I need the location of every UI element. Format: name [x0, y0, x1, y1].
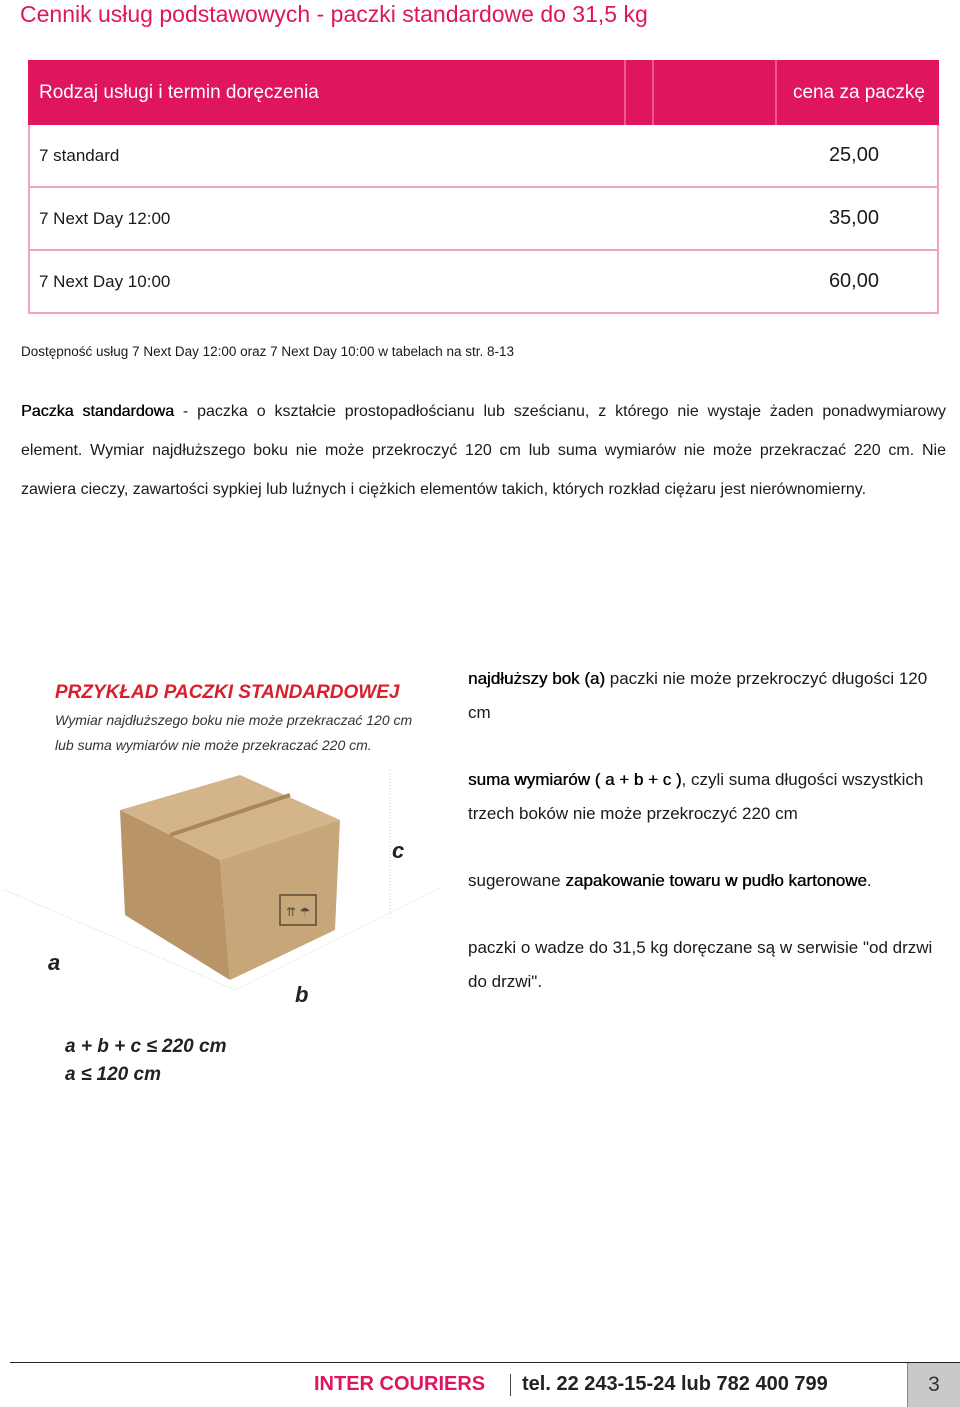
- box-diagram: [0, 660, 460, 1100]
- note-pre: sugerowane: [468, 871, 566, 890]
- page-footer: [0, 1363, 960, 1407]
- note-text: paczki o wadze do 31,5 kg doręczane są w serwisie "od drzwi do drzwi".: [468, 938, 933, 991]
- note-bold: najdłuższy bok (a): [468, 669, 606, 688]
- service-price: 60,00: [828, 270, 879, 292]
- label-c: c: [392, 838, 405, 863]
- table-row: [28, 251, 939, 314]
- price-table: [28, 60, 939, 314]
- table-row: [28, 188, 939, 251]
- service-name: 7 standard: [39, 145, 120, 165]
- formula-longest: a ≤ 120 cm: [65, 1064, 161, 1085]
- table-header: [28, 60, 939, 125]
- figure-line2: lub suma wymiarów nie może przekraczać 220 cm.: [55, 737, 372, 753]
- header-price: cena za paczkę: [792, 81, 925, 103]
- service-name: 7 Next Day 12:00: [39, 208, 171, 228]
- note-bold: zapakowanie towaru w pudło kartonowe: [565, 871, 867, 890]
- footer-company: INTER COURIERS: [314, 1373, 486, 1395]
- note-door-to-door: [468, 931, 948, 999]
- description-term: Paczka standardowa: [21, 403, 174, 420]
- package-illustration: [0, 660, 460, 1100]
- note-longest-side: [468, 662, 948, 730]
- figure-heading: PRZYKŁAD PACZKI STANDARDOWEJ: [55, 682, 400, 703]
- note-packaging: [468, 864, 948, 898]
- availability-note: Dostępność usług 7 Next Day 12:00 oraz 7 Next Day 10:00 w tabelach na str. 8-13: [21, 344, 515, 359]
- label-a: a: [48, 950, 61, 975]
- note-text: paczki nie może przekroczyć długości 120 cm: [468, 669, 928, 722]
- header-divider: [652, 60, 654, 125]
- note-bold: suma wymiarów ( a + b + c ): [468, 770, 682, 789]
- table-row: [28, 125, 939, 188]
- note-text: .: [866, 871, 872, 890]
- header-divider: [775, 60, 777, 125]
- note-dimension-sum: [468, 763, 948, 831]
- package-description: [21, 392, 946, 509]
- note-text: , czyli suma długości wszystkich trzech boków nie może przekroczyć 220 cm: [468, 770, 924, 823]
- formula-sum: a + b + c ≤ 220 cm: [65, 1036, 227, 1057]
- service-name: 7 Next Day 10:00: [39, 271, 171, 291]
- footer-phone: tel. 22 243-15-24 lub 782 400 799: [522, 1373, 828, 1395]
- page-number: 3: [907, 1363, 960, 1407]
- label-b: b: [295, 982, 309, 1007]
- page-title: Cennik usług podstawowych - paczki standardowe do 31,5 kg: [20, 1, 648, 27]
- footer-separator: [510, 1374, 511, 1396]
- figure-line1: Wymiar najdłuższego boku nie może przekraczać 120 cm: [55, 712, 413, 728]
- service-price: 35,00: [828, 207, 879, 229]
- fragile-icon: ⇈ ☂: [286, 905, 311, 919]
- header-divider: [624, 60, 626, 125]
- package-notes: [468, 662, 948, 1032]
- header-service: Rodzaj usługi i termin doręczenia: [39, 81, 319, 103]
- service-price: 25,00: [828, 144, 879, 166]
- description-text: - paczka o kształcie prostopadłościanu lub sześcianu, z którego nie wystaje żaden ponadwymiarowy element. Wymiar najdłuższego boku nie może przekroczyć 120 cm lub suma wymiarów nie może przekraczać 220 cm. Nie zawiera cieczy, zawartości sypkiej lub luźnych i ciężkich elementów takich, których rozkład ciężaru jest nierównomierny.: [21, 403, 946, 498]
